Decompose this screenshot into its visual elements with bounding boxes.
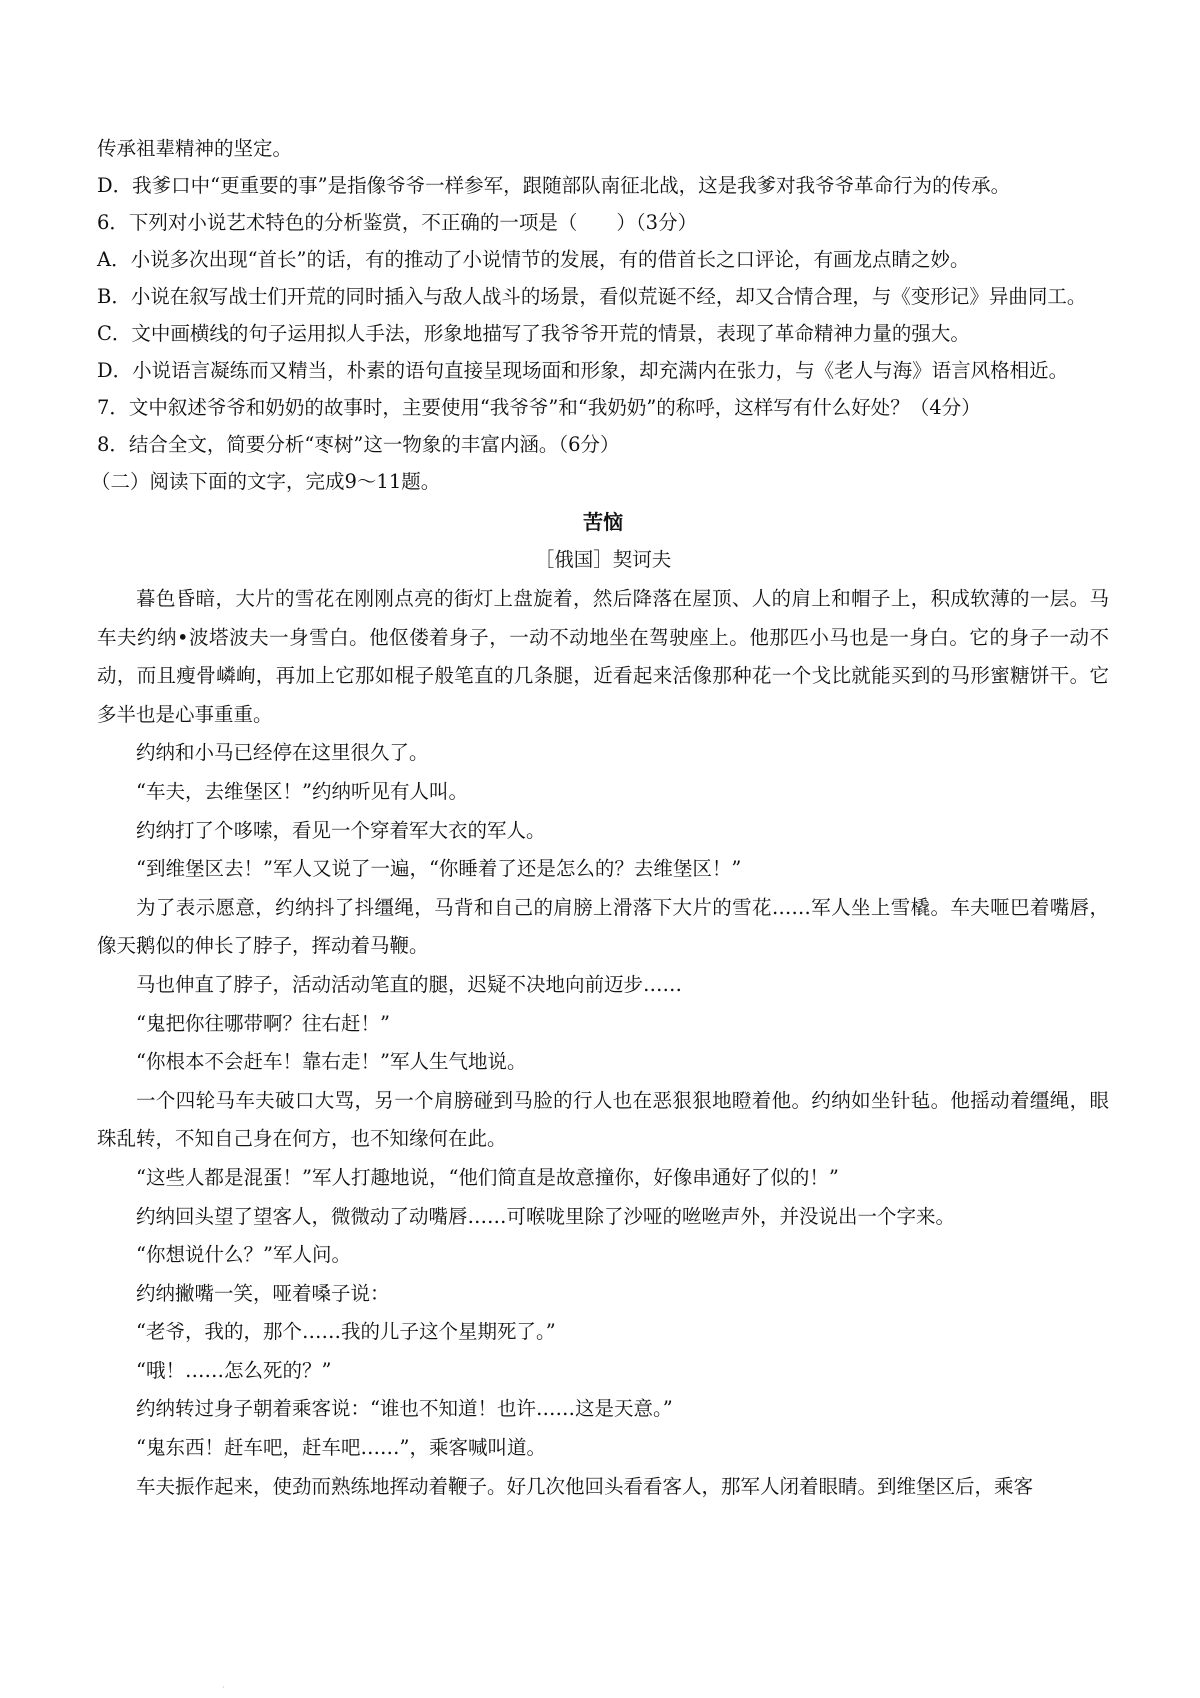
question-line: 传承祖辈精神的坚定。	[97, 137, 293, 160]
story-paragraph: “到维堡区去！”军人又说了一遍，“你睡着了还是怎么的？去维堡区！”	[136, 857, 742, 881]
question-6-option-b: B．小说在叙写战士们开荒的同时插入与敌人战斗的场景，看似荒诞不经，却又合情合理，与《变形记》异曲同工。	[97, 285, 1087, 308]
story-paragraph: “鬼东西！赶车吧，赶车吧……”，乘客喊叫道。	[136, 1436, 546, 1460]
story-paragraph: 约纳打了个哆嗦，看见一个穿着军大衣的军人。	[136, 818, 546, 842]
questions-block	[91, 130, 1109, 500]
story-paragraph: 暮色昏暗，大片的雪花在刚刚点亮的街灯上盘旋着，然后降落在屋顶、人的肩上和帽子上，积成软薄的一层。马车夫约纳•波塔波夫一身雪白。他伛偻着身子，一动不动地坐在驾驶座上。他那匹小马也是一身白。它的身子一动不动，而且瘦骨嶙峋，再加上它那如棍子般笔直的几条腿，近看起来活像那种花一个戈比就能买到的马形蜜糖饼干。它多半也是心事重重。	[97, 587, 1109, 726]
story-paragraph: 约纳回头望了望客人，微微动了动嘴唇……可喉咙里除了沙哑的咝咝声外，并没说出一个字来。	[136, 1204, 956, 1228]
story-body	[97, 580, 1109, 1506]
question-line: D．我爹口中“更重要的事”是指像爷爷一样参军，跟随部队南征北战，这是我爹对我爷爷革命行为的传承。	[97, 174, 1011, 197]
question-6-option-a: A．小说多次出现“首长”的话，有的推动了小说情节的发展，有的借首长之口评论，有画龙点睛之妙。	[97, 248, 970, 271]
story-paragraph: “你想说什么？”军人问。	[136, 1243, 351, 1267]
question-8: 8．结合全文，简要分析“枣树”这一物象的丰富内涵。（6分）	[97, 433, 620, 456]
story-author: ［俄国］契诃夫	[534, 548, 672, 571]
story-paragraph: 约纳转过身子朝着乘客说：“谁也不知道！也许……这是天意。”	[136, 1397, 673, 1421]
story-paragraph: “鬼把你往哪带啊？往右赶！”	[136, 1011, 390, 1035]
question-6-option-c: C．文中画横线的句子运用拟人手法，形象地描写了我爷爷开荒的情景，表现了革命精神力量的强大。	[97, 322, 970, 345]
story-paragraph: “这些人都是混蛋！”军人打趣地说，“他们简直是故意撞你，好像串通好了似的！”	[136, 1165, 839, 1189]
footer-mark: ·	[222, 1683, 225, 1693]
story-paragraph: 车夫振作起来，使劲而熟练地挥动着鞭子。好几次他回头看看客人，那军人闭着眼睛。到维堡区后，乘客	[136, 1474, 1034, 1498]
section-heading: （二）阅读下面的文字，完成9～11题。	[91, 470, 441, 493]
story-paragraph: 一个四轮马车夫破口大骂，另一个肩膀碰到马脸的行人也在恶狠狠地瞪着他。约纳如坐针毡。他摇动着缰绳，眼珠乱转，不知自己身在何方，也不知缘何在此。	[97, 1088, 1109, 1151]
story-paragraph: 约纳撇嘴一笑，哑着嗓子说：	[136, 1281, 390, 1305]
story-paragraph: “哦！……怎么死的？”	[136, 1358, 332, 1382]
story-paragraph: 为了表示愿意，约纳抖了抖缰绳，马背和自己的肩膀上滑落下大片的雪花……军人坐上雪橇。车夫咂巴着嘴唇，像天鹅似的伸长了脖子，挥动着马鞭。	[97, 895, 1109, 958]
question-6-option-d: D．小说语言凝练而又精当，朴素的语句直接呈现场面和形象，却充满内在张力，与《老人与海》语言风格相近。	[97, 359, 1069, 382]
story-paragraph: “车夫，去维堡区！”约纳听见有人叫。	[136, 779, 468, 803]
exam-page	[91, 130, 1109, 1506]
question-7: 7．文中叙述爷爷和奶奶的故事时，主要使用“我爷爷”和“我奶奶”的称呼，这样写有什么好处？（4分）	[97, 396, 981, 419]
story-paragraph: “你根本不会赶车！靠右走！”军人生气地说。	[136, 1050, 527, 1074]
question-6: 6．下列对小说艺术特色的分析鉴赏，不正确的一项是（ ）（3分）	[97, 211, 698, 234]
story-paragraph: 约纳和小马已经停在这里很久了。	[136, 741, 429, 765]
story-title: 苦恼	[583, 510, 623, 534]
story-paragraph: 马也伸直了脖子，活动活动笔直的腿，迟疑不决地向前迈步……	[136, 972, 683, 996]
story-paragraph: “老爷，我的，那个……我的儿子这个星期死了。”	[136, 1320, 556, 1344]
